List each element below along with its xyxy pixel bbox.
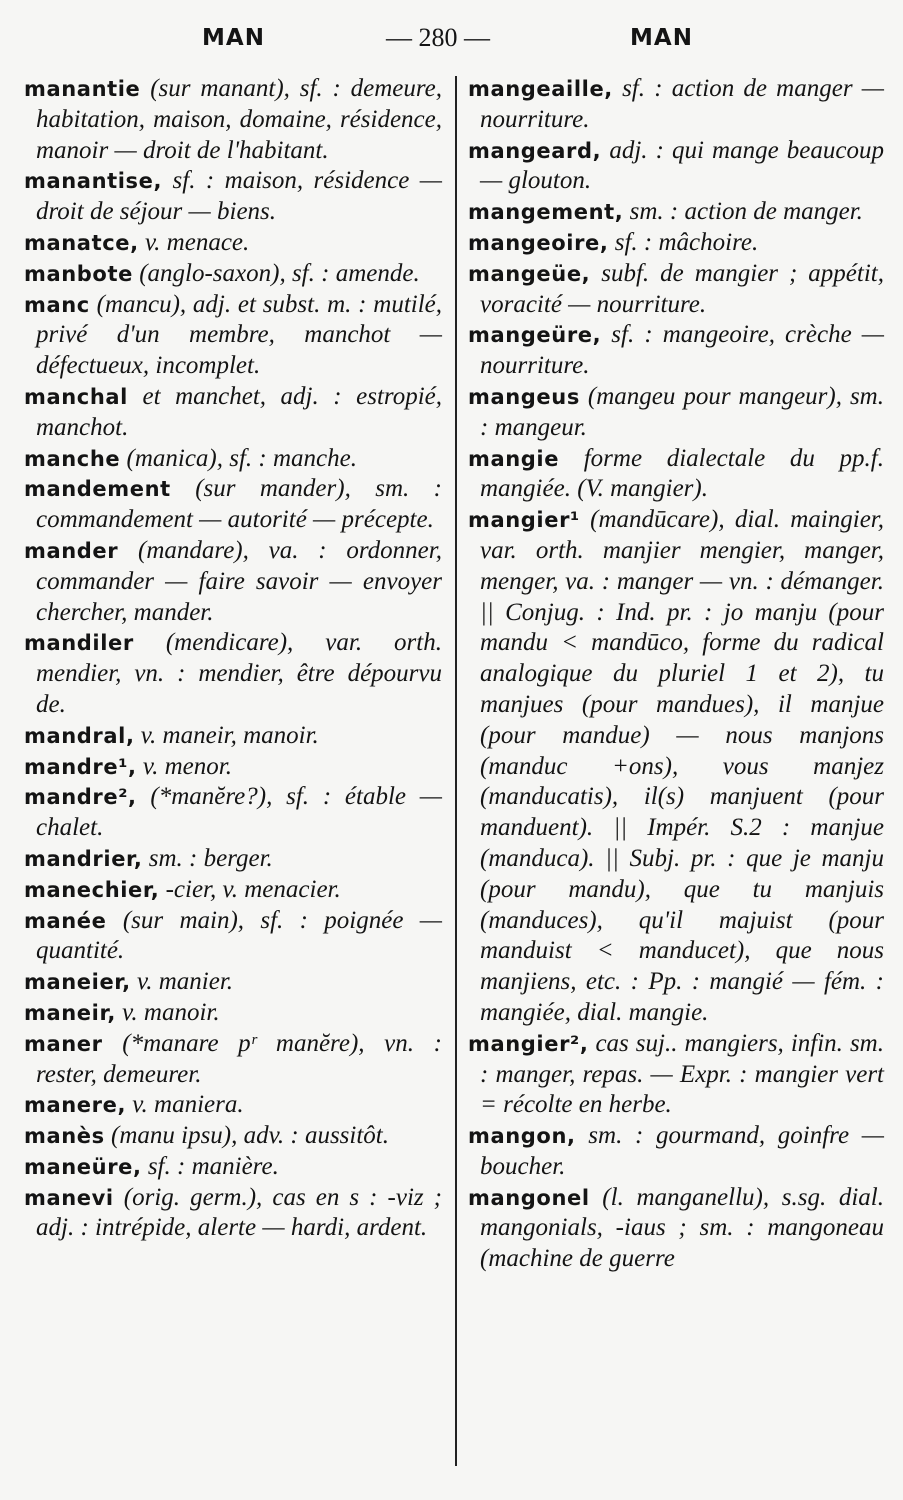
definition: sf. : manière. bbox=[141, 1152, 279, 1180]
definition: et manchet, adj. : estropié, manchot. bbox=[36, 382, 442, 441]
headword: manée bbox=[24, 908, 107, 933]
definition: (*manĕre?), sf. : étable — chalet. bbox=[36, 783, 442, 842]
headword: manevi bbox=[24, 1185, 114, 1210]
entry bbox=[24, 906, 442, 968]
entry bbox=[468, 197, 884, 228]
entry bbox=[24, 1121, 442, 1152]
column-divider bbox=[455, 76, 457, 1466]
definition: sm. : action de manger. bbox=[623, 198, 863, 226]
entry bbox=[24, 752, 442, 783]
headword: mangement, bbox=[468, 200, 624, 225]
entry bbox=[24, 166, 442, 228]
definition: (mandūcare), dial. maingier, var. orth. manjier mengier, manger, menger, va. : manger — vn. : démanger. || Conjug. : Ind. pr. : jo manju (pour mandu < mandūco, forme du radical analogique du pluriel 1 et 2), tu manjues (pour mandues), il manjue (pour mandue) — nous manjons (manduc +ons), vous manjez (manducatis), il(s) manjuent (pour manduent). || Impér. S.2 : manjue (manduca). || Subj. pr. : que je manju (pour mandu), que tu manjuis (manduces), qu'il majuist (pour manduist < manducet), que nous manjiens, etc. : Pp. : mangié — fém. : mangiée, dial. mangie. bbox=[480, 506, 884, 1026]
headword: mangonel bbox=[468, 1185, 590, 1210]
entry bbox=[24, 1183, 442, 1245]
page-number: — 280 — bbox=[386, 23, 490, 52]
entry bbox=[468, 444, 884, 506]
entry bbox=[24, 382, 442, 444]
headword: mandral, bbox=[24, 723, 135, 748]
definition: forme dialectale du pp.f. mangiée. (V. mangier). bbox=[480, 444, 884, 503]
headword: maneüre, bbox=[24, 1154, 142, 1179]
definition: v. menace. bbox=[138, 228, 250, 256]
entry bbox=[24, 228, 442, 259]
headword: mangier¹ bbox=[468, 508, 580, 533]
definition: sm. : gourmand, goinfre — boucher. bbox=[480, 1122, 884, 1180]
entry bbox=[24, 998, 442, 1029]
entry bbox=[468, 259, 884, 321]
entry bbox=[468, 1121, 884, 1183]
headword: mangon, bbox=[468, 1124, 576, 1149]
headword: manbote bbox=[24, 261, 133, 286]
definition: sf. : maison, résidence — droit de séjour — biens. bbox=[36, 167, 442, 226]
headword: mangeüre, bbox=[468, 323, 602, 348]
definition: (mancu), adj. et subst. m. : mutilé, privé d'un membre, manchot — défectueux, incomplet. bbox=[36, 290, 442, 380]
definition: v. maniera. bbox=[126, 1091, 244, 1119]
running-head-left: MAN bbox=[202, 25, 265, 51]
headword: mangie bbox=[468, 446, 560, 471]
entry bbox=[468, 505, 884, 1029]
right-column bbox=[468, 74, 884, 1275]
definition: (mandare), va. : ordonner, commander — faire savoir — envoyer chercher, mander. bbox=[36, 536, 442, 626]
definition: v. manoir. bbox=[115, 998, 220, 1026]
entry bbox=[468, 74, 884, 136]
headword: mandiler bbox=[24, 631, 134, 656]
definition: subf. de mangier ; appétit, voracité — nourriture. bbox=[480, 259, 884, 318]
headword: mangeus bbox=[468, 384, 580, 409]
entry bbox=[24, 536, 442, 628]
headword: manere, bbox=[24, 1093, 127, 1118]
entry bbox=[468, 228, 884, 259]
running-head-right: MAN bbox=[630, 25, 693, 51]
headword: manantie bbox=[24, 77, 141, 101]
headword: manatce, bbox=[24, 230, 139, 255]
definition: sf. : action de manger — nourriture. bbox=[480, 75, 884, 133]
headword: maner bbox=[24, 1031, 103, 1056]
headword: mandement bbox=[24, 477, 171, 502]
headword: manc bbox=[24, 292, 90, 317]
headword: mandrier, bbox=[24, 846, 143, 871]
headword: mangeard, bbox=[468, 138, 602, 163]
entry bbox=[24, 1090, 442, 1121]
entry bbox=[24, 721, 442, 752]
entry bbox=[24, 1029, 442, 1091]
entry bbox=[24, 74, 442, 166]
entry bbox=[24, 875, 442, 906]
headword: mangeaille, bbox=[468, 77, 613, 101]
entry bbox=[24, 259, 442, 290]
definition: v. maneir, manoir. bbox=[134, 721, 319, 749]
definition: -cier, v. menacier. bbox=[159, 875, 341, 903]
headword: mander bbox=[24, 538, 119, 563]
headword: mangeüe, bbox=[468, 261, 591, 286]
entry bbox=[24, 474, 442, 536]
entry bbox=[468, 320, 884, 382]
entry bbox=[24, 967, 442, 998]
definition: adj. : qui mange beaucoup — glouton. bbox=[480, 136, 884, 195]
definition: (*manare pʳ manĕre), vn. : rester, demeurer. bbox=[36, 1029, 442, 1088]
entry bbox=[24, 1152, 442, 1183]
entry bbox=[24, 444, 442, 475]
entry bbox=[24, 782, 442, 844]
definition: (manica), sf. : manche. bbox=[120, 444, 357, 472]
definition: (anglo-saxon), sf. : amende. bbox=[132, 259, 420, 287]
entry bbox=[468, 382, 884, 444]
definition: (orig. germ.), cas en s : -viz ; adj. : intrépide, alerte — hardi, ardent. bbox=[36, 1183, 442, 1242]
headword: manchal bbox=[24, 384, 128, 409]
entry bbox=[24, 290, 442, 382]
headword: maneier, bbox=[24, 970, 131, 995]
definition: (sur manant), sf. : demeure, habitation, maison, domaine, résidence, manoir — droit de l'habitant. bbox=[36, 75, 442, 164]
definition: (manu ipsu), adv. : aussitôt. bbox=[104, 1122, 389, 1150]
headword: mangier², bbox=[468, 1031, 589, 1056]
entry bbox=[468, 1183, 884, 1275]
headword: manche bbox=[24, 446, 121, 471]
headword: manantise, bbox=[24, 169, 163, 194]
headword: manès bbox=[24, 1124, 105, 1149]
definition: sf. : mangeoire, crèche — nourriture. bbox=[480, 321, 884, 380]
page-header bbox=[0, 20, 903, 56]
definition: (sur main), sf. : poignée — quantité. bbox=[36, 906, 442, 965]
entry bbox=[468, 136, 884, 198]
definition: (sur mander), sm. : commandement — autorité — précepte. bbox=[36, 475, 442, 534]
definition: (l. manganellu), s.sg. dial. mangonials, -iaus ; sm. : mangoneau (machine de guerre bbox=[480, 1183, 884, 1273]
definition: cas suj.. mangiers, infin. sm. : manger, repas. — Expr. : mangier vert = récolte en herbe. bbox=[480, 1029, 884, 1119]
entry bbox=[24, 844, 442, 875]
definition: sm. : berger. bbox=[142, 844, 273, 872]
definition: (mendicare), var. orth. mendier, vn. : mendier, être dépourvu de. bbox=[36, 629, 442, 718]
headword: mandre², bbox=[24, 785, 137, 810]
headword: mandre¹, bbox=[24, 754, 137, 779]
headword: mangeoire, bbox=[468, 230, 609, 255]
definition: v. manier. bbox=[130, 968, 234, 996]
entry bbox=[468, 1029, 884, 1121]
entry bbox=[24, 628, 442, 720]
definition: v. menor. bbox=[136, 752, 232, 780]
left-column bbox=[24, 74, 442, 1244]
definition: (mangeu pour mangeur), sm. : mangeur. bbox=[480, 382, 884, 441]
headword: maneir, bbox=[24, 1000, 116, 1025]
headword: manechier, bbox=[24, 877, 160, 902]
definition: sf. : mâchoire. bbox=[608, 228, 759, 256]
